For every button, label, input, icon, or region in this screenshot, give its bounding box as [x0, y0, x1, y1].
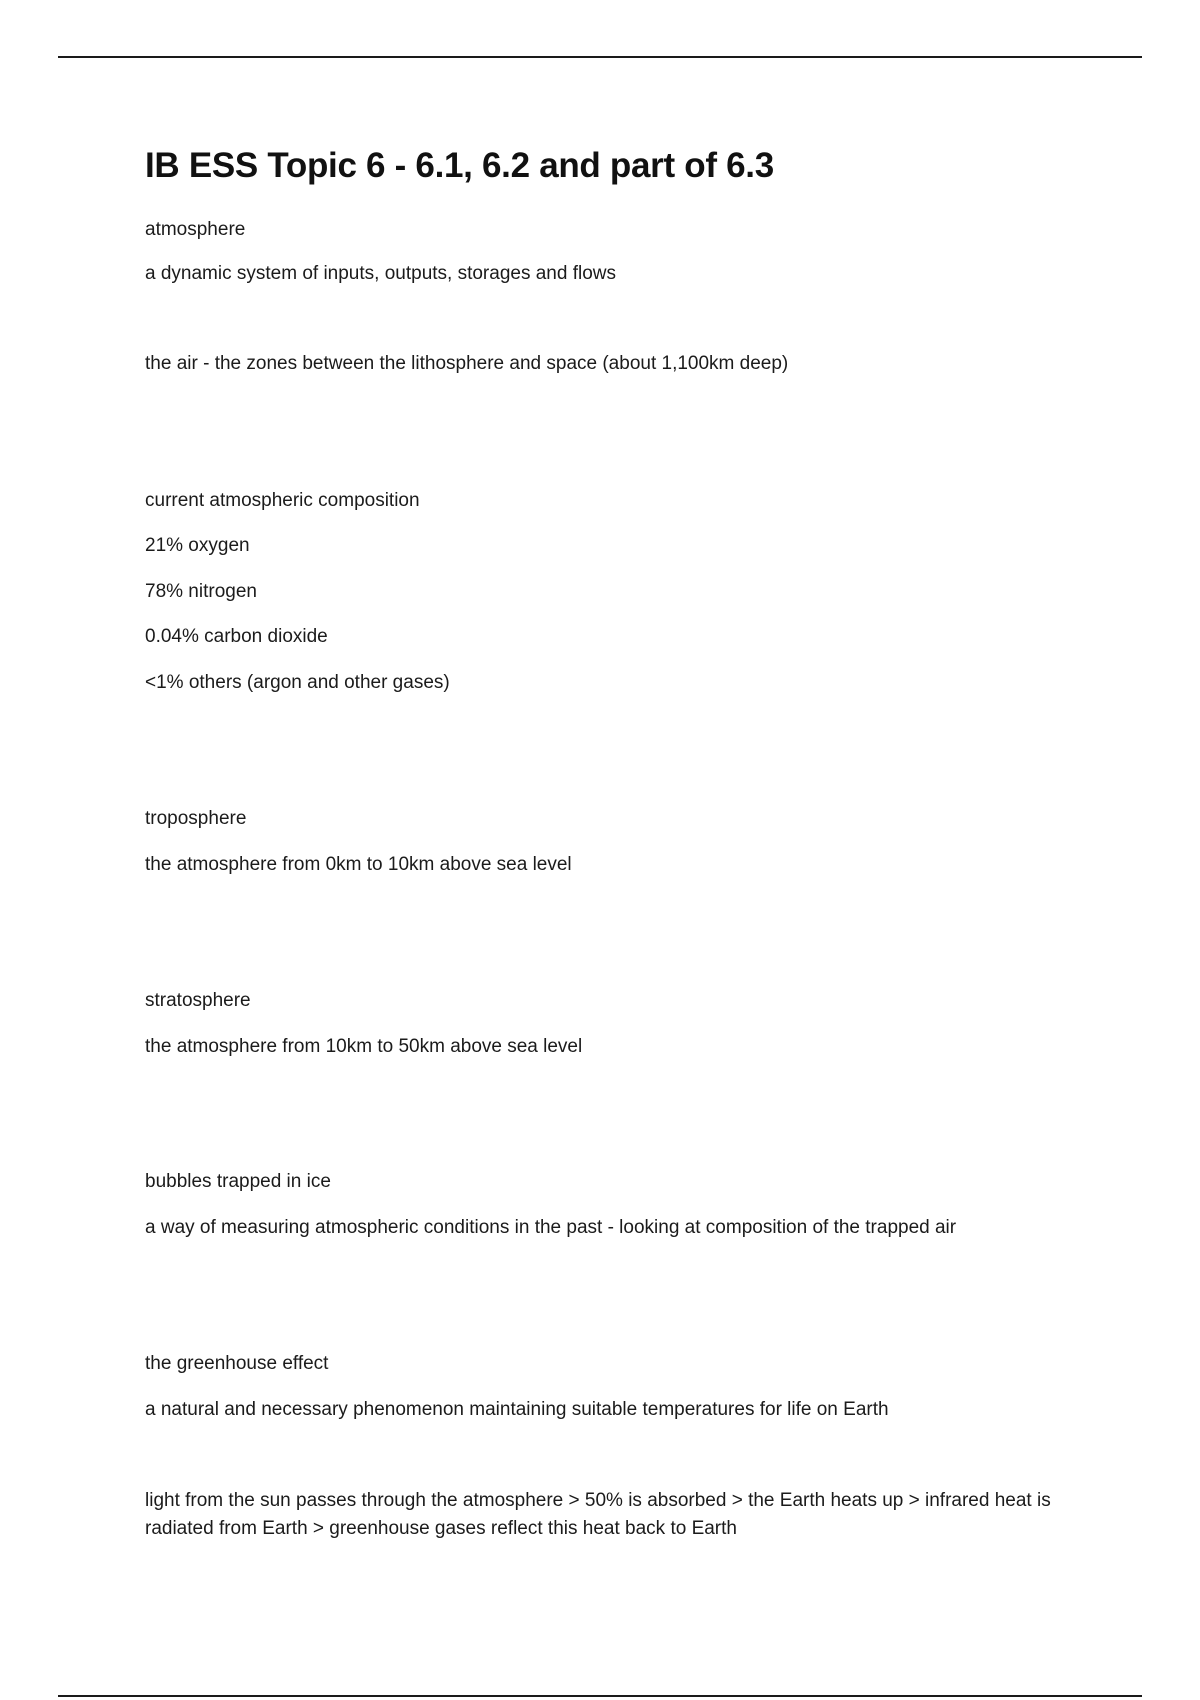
card-definition-line: the atmosphere from 0km to 10km above sea level [145, 854, 572, 875]
card-definition-line: a dynamic system of inputs, outputs, storages and flows [145, 263, 617, 284]
card-term-bubbles: bubbles trapped in ice [145, 1171, 331, 1192]
card-term-atmosphere: atmosphere [145, 219, 246, 240]
card-term-troposphere: troposphere [145, 808, 247, 829]
top-rule [58, 56, 1142, 58]
card-term-stratosphere: stratosphere [145, 990, 251, 1011]
card-definition-line: light from the sun passes through the atmosphere > 50% is absorbed > the Earth heats up > infrared heat is radiated from Earth > greenhouse gases reflect this heat back to Earth [145, 1490, 1051, 1539]
card-definition-line: the air - the zones between the lithosphere and space (about 1,100km deep) [145, 353, 789, 374]
bottom-rule [58, 1695, 1142, 1697]
card-definition-line: 0.04% carbon dioxide [145, 626, 328, 647]
card-term-greenhouse-effect: the greenhouse effect [145, 1353, 329, 1374]
card-definition-line: 78% nitrogen [145, 581, 257, 602]
card-definition-line: 21% oxygen [145, 535, 250, 556]
card-definition-line: a way of measuring atmospheric conditions in the past - looking at composition of the trapped air [145, 1217, 957, 1238]
card-definition-line: <1% others (argon and other gases) [145, 672, 450, 693]
card-definition-line: the atmosphere from 10km to 50km above sea level [145, 1036, 583, 1057]
page-title: IB ESS Topic 6 - 6.1, 6.2 and part of 6.3 [145, 146, 774, 185]
card-term-composition: current atmospheric composition [145, 490, 420, 511]
card-definition-line: a natural and necessary phenomenon maintaining suitable temperatures for life on Earth [145, 1399, 889, 1420]
